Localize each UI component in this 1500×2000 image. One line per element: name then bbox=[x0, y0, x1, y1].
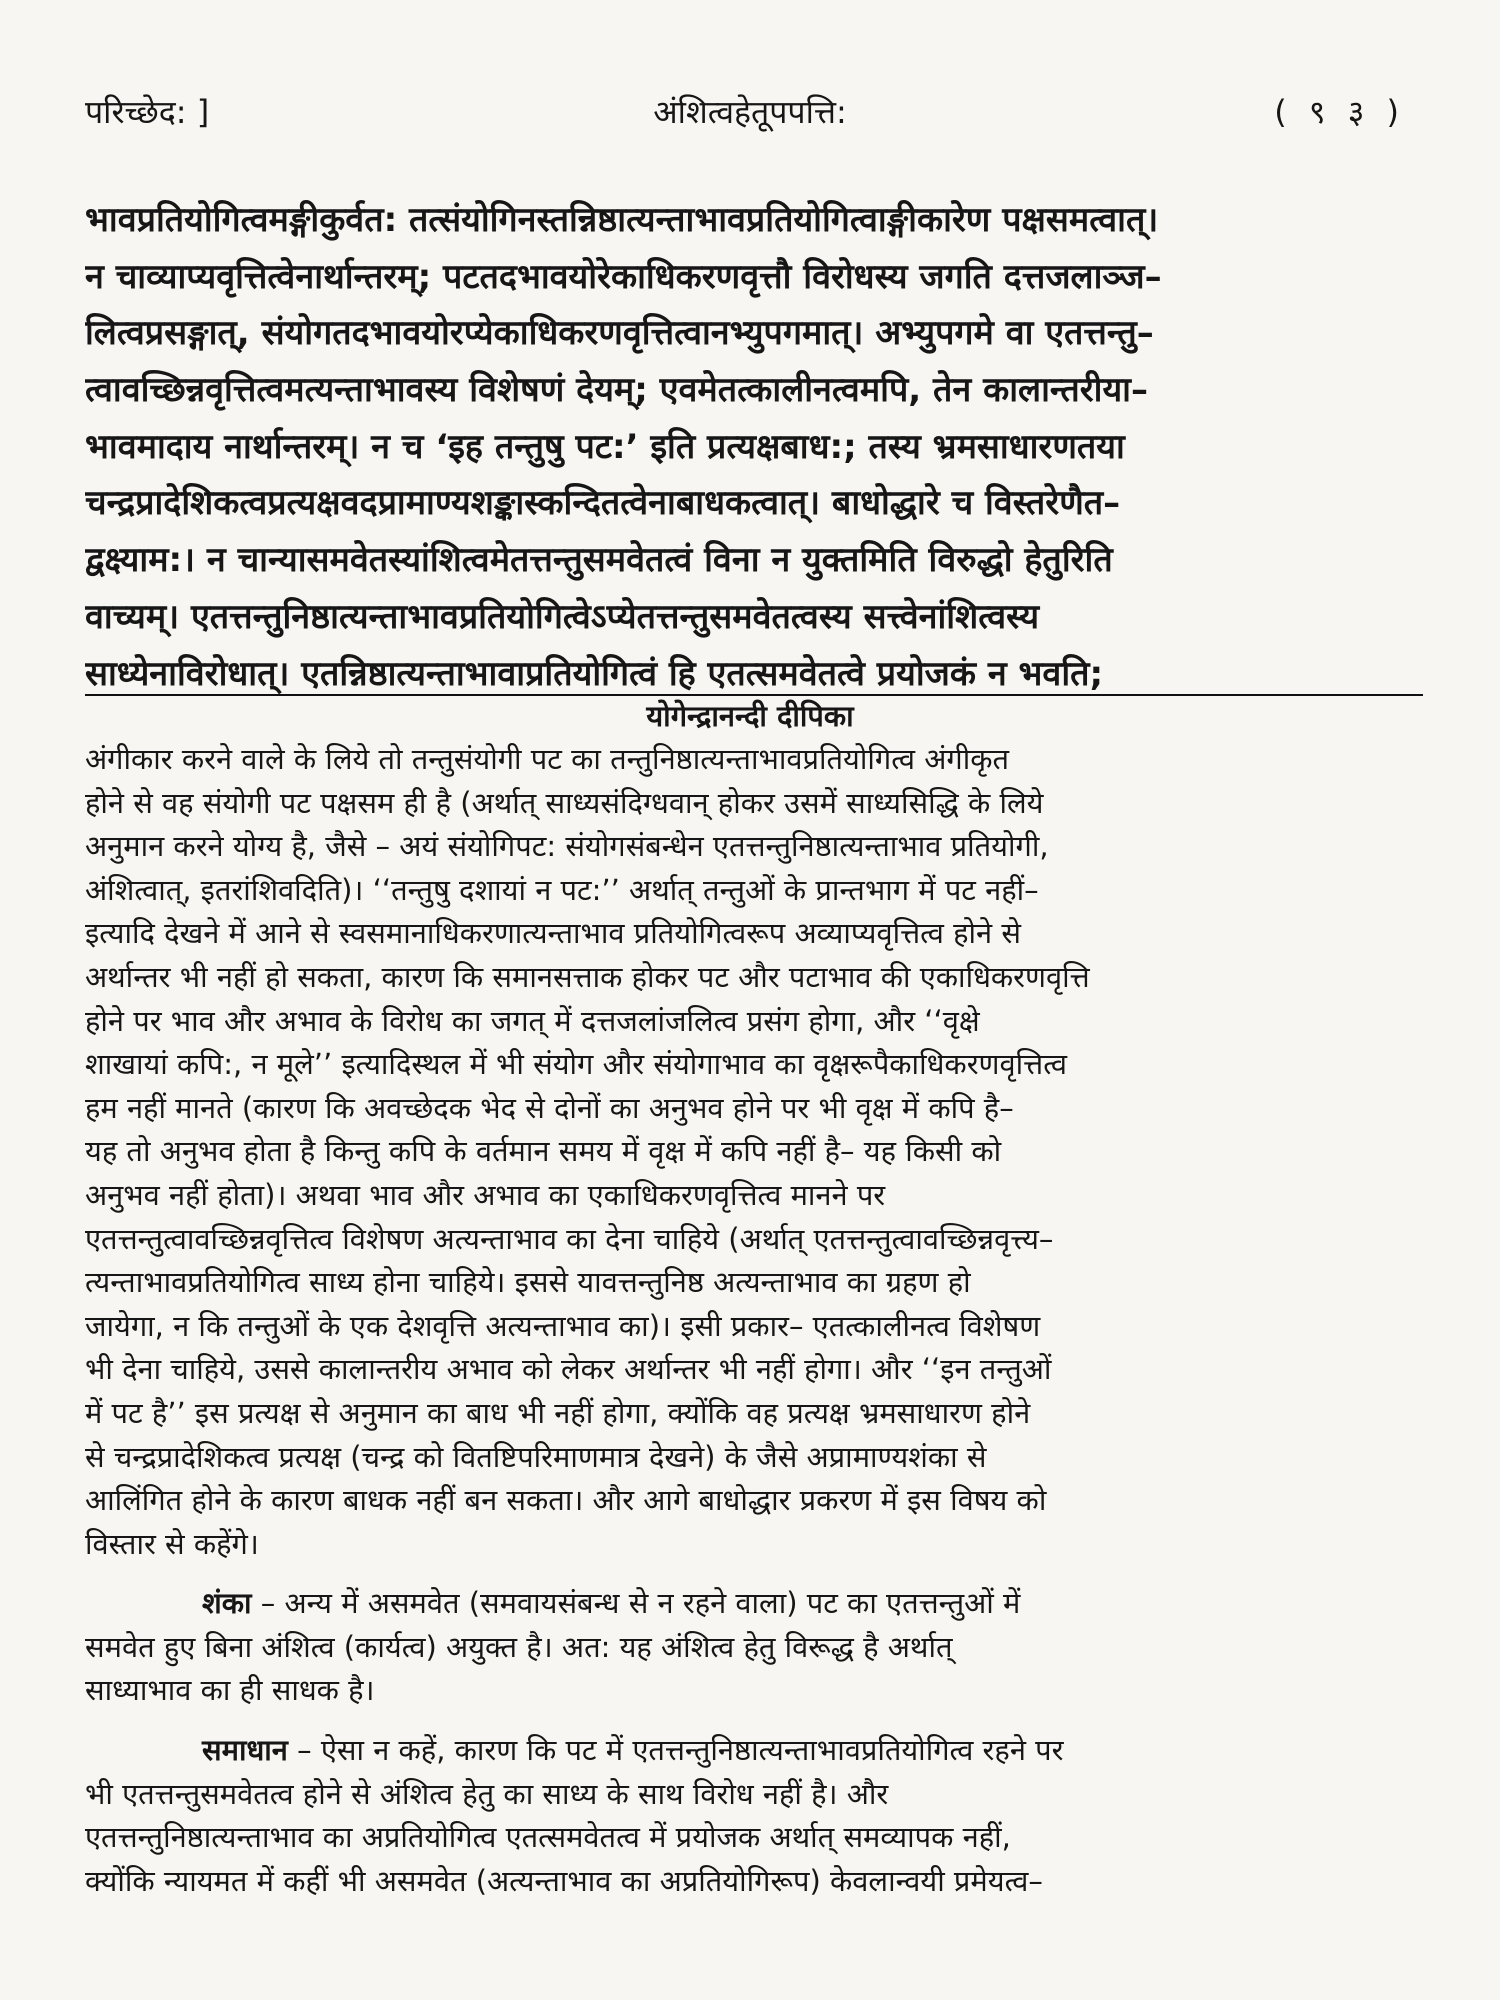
objection-first-line bbox=[85, 1582, 1423, 1626]
answer-line: क्योंकि न्यायमत में कहीं भी असमवेत (अत्यन्ताभाव का अप्रतियोगिरूप) केवलान्वयी प्रमेयत्व– bbox=[85, 1863, 1043, 1898]
commentary-line: से चन्द्रप्रादेशिकत्व प्रत्यक्ष (चन्द्र को वितष्टिपरिमाणमात्र देखने) के जैसे अप्रामाण्यशंका से bbox=[85, 1439, 987, 1474]
commentary-line: अंशित्वात्, इतरांशिवदिति)। ‘‘तन्तुषु दशायां न पट:’’ अर्थात् तन्तुओं के प्रान्तभाग में पट नहीं– bbox=[85, 872, 1039, 907]
answer-text: – ऐसा न कहें, कारण कि पट में एतत्तन्तुनिष्ठात्यन्ताभावप्रतियोगित्व रहने पर bbox=[287, 1733, 1064, 1768]
commentary-line: आलिंगित होने के कारण बाधक नहीं बन सकता। और आगे बाधोद्धार प्रकरण में इस विषय को bbox=[85, 1483, 1047, 1518]
root-text-line: साध्येनाविरोधात्। एतन्निष्ठात्यन्ताभावाप्रतियोगित्वं हि एतत्समवेतत्वे प्रयोजकं न भवति; bbox=[85, 653, 1104, 694]
objection-line: समवेत हुए बिना अंशित्व (कार्यत्व) अयुक्त है। अत: यह अंशित्व हेतु विरूद्ध है अर्थात् bbox=[85, 1629, 953, 1664]
objection-line: साध्याभाव का ही साधक है। bbox=[85, 1673, 375, 1708]
objection-text: – अन्य में असमवेत (समवायसंबन्ध से न रहने वाला) पट का एतत्तन्तुओं में bbox=[251, 1586, 1021, 1621]
commentary-line: यह तो अनुभव होता है किन्तु कपि के वर्तमान समय में वृक्ष में कपि नहीं है– यह किसी को bbox=[85, 1134, 1002, 1169]
running-head-title: अंशित्वहेतूपपत्ति: bbox=[653, 93, 847, 131]
root-text-line: वाच्यम्। एतत्तन्तुनिष्ठात्यन्ताभावप्रतियोगित्वेऽप्येतत्तन्तुसमवेतत्वस्य सत्त्वेनांशित्वस्य bbox=[85, 596, 1040, 637]
answer-label: समाधान bbox=[202, 1733, 288, 1768]
commentary-line: होने पर भाव और अभाव के विरोध का जगत् में दत्तजलांजलित्व प्रसंग होगा, और ‘‘वृक्षे bbox=[85, 1003, 980, 1038]
root-text-line: लित्वप्रसङ्गात्, संयोगतदभावयोरप्येकाधिकरणवृत्तित्वानभ्युपगमात्। अभ्युपगमे वा एतत्तन्तु– bbox=[85, 313, 1154, 354]
root-text-line: न चाव्याप्यवृत्तित्वेनार्थान्तरम्; पटतदभावयोरेकाधिकरणवृत्तौ विरोधस्य जगति दत्तजलाञ्ज– bbox=[85, 256, 1162, 297]
commentary-line: होने से वह संयोगी पट पक्षसम ही है (अर्थात् साध्यसंदिग्धवान् होकर उसमें साध्यसिद्धि के लिये bbox=[85, 785, 1044, 820]
commentary-line: में पट है’’ इस प्रत्यक्ष से अनुमान का बाध भी नहीं होगा, क्योंकि वह प्रत्यक्ष भ्रमसाधारण होने bbox=[85, 1395, 1031, 1430]
commentary-line: अर्थान्तर भी नहीं हो सकता, कारण कि समानसत्ताक होकर पट और पटाभाव की एकाधिकरणवृत्ति bbox=[85, 959, 1090, 994]
commentary-line: अनुमान करने योग्य है, जैसे – अयं संयोगिपट: संयोगसंबन्धेन एतत्तन्तुनिष्ठात्यन्ताभाव प्रतियोगी, bbox=[85, 829, 1049, 864]
commentary-line: इत्यादि देखने में आने से स्वसमानाधिकरणात्यन्ताभाव प्रतियोगित्वरूप अव्याप्यवृत्तित्व होने से bbox=[85, 916, 1021, 951]
root-text-line: भावमादाय नार्थान्तरम्। न च ‘इह तन्तुषु पट:’ इति प्रत्यक्षबाध:; तस्य भ्रमसाधारणतया bbox=[85, 426, 1125, 467]
commentary-line: एतत्तन्तुत्वावच्छिन्नवृत्तित्व विशेषण अत्यन्ताभाव का देना चाहिये (अर्थात् एतत्तन्तुत्वावच्छिन्नवृत्त्य– bbox=[85, 1221, 1054, 1256]
commentary-line: त्यन्ताभावप्रतियोगित्व साध्य होना चाहिये। इससे यावत्तन्तुनिष्ठ अत्यन्ताभाव का ग्रहण हो bbox=[85, 1265, 971, 1300]
commentary-line: विस्तार से कहेंगे। bbox=[85, 1526, 259, 1561]
root-text-line: द्वक्ष्याम:। न चान्यासमवेतस्यांशित्वमेतत्तन्तुसमवेतत्वं विना न युक्तमिति विरुद्धो हेतुरिति bbox=[85, 540, 1113, 581]
answer-line: भी एतत्तन्तुसमवेतत्व होने से अंशित्व हेतु का साध्य के साथ विरोध नहीं है। और bbox=[85, 1776, 889, 1811]
commentary-line: हम नहीं मानते (कारण कि अवच्छेदक भेद से दोनों का अनुभव होने पर भी वृक्ष में कपि है– bbox=[85, 1090, 1014, 1125]
root-text-line: चन्द्रप्रादेशिकत्वप्रत्यक्षवदप्रामाण्यशङ्कास्कन्दितत्वेनाबाधकत्वात्। बाधोद्धारे च विस्तरेणैत– bbox=[85, 483, 1121, 524]
root-text-line: त्वावच्छिन्नवृत्तित्वमत्यन्ताभावस्य विशेषणं देयम्; एवमेतत्कालीनत्वमपि, तेन कालान्तरीया– bbox=[85, 370, 1148, 411]
commentary-line: भी देना चाहिये, उससे कालान्तरीय अभाव को लेकर अर्थान्तर भी नहीं होगा। और ‘‘इन तन्तुओं bbox=[85, 1352, 1052, 1387]
commentary-line: जायेगा, न कि तन्तुओं के एक देशवृत्ति अत्यन्ताभाव का)। इसी प्रकार– एतत्कालीनत्व विशेषण bbox=[85, 1308, 1041, 1343]
page-number: ( ९ ३ ) bbox=[1274, 93, 1405, 131]
commentary-line: अनुभव नहीं होता)। अथवा भाव और अभाव का एकाधिकरणवृत्तित्व मानने पर bbox=[85, 1177, 886, 1212]
objection-label: शंका bbox=[202, 1586, 252, 1621]
commentary-heading: योगेन्द्रानन्दी दीपिका bbox=[646, 699, 854, 733]
commentary-line: अंगीकार करने वाले के लिये तो तन्तुसंयोगी पट का तन्तुनिष्ठात्यन्ताभावप्रतियोगित्व अंगीकृत bbox=[85, 742, 1010, 776]
root-text-line: भावप्रतियोगित्वमङ्गीकुर्वत: तत्संयोगिनस्तन्निष्ठात्यन्ताभावप्रतियोगित्वाङ्गीकारेण पक्षसमत्वात्। bbox=[85, 200, 1159, 240]
commentary-line: शाखायां कपि:, न मूले’’ इत्यादिस्थल में भी संयोग और संयोगाभाव का वृक्षरूपैकाधिकरणवृत्तित्व bbox=[85, 1047, 1068, 1082]
hindi-commentary bbox=[85, 738, 1423, 1903]
answer-line: एतत्तन्तुनिष्ठात्यन्ताभाव का अप्रतियोगित्व एतत्समवेतत्व में प्रयोजक अर्थात् समव्यापक नहीं, bbox=[85, 1820, 1011, 1855]
sanskrit-root-text bbox=[85, 192, 1423, 702]
answer-first-line bbox=[85, 1729, 1423, 1773]
running-head-chapter: परिच्छेद: ] bbox=[85, 93, 210, 131]
